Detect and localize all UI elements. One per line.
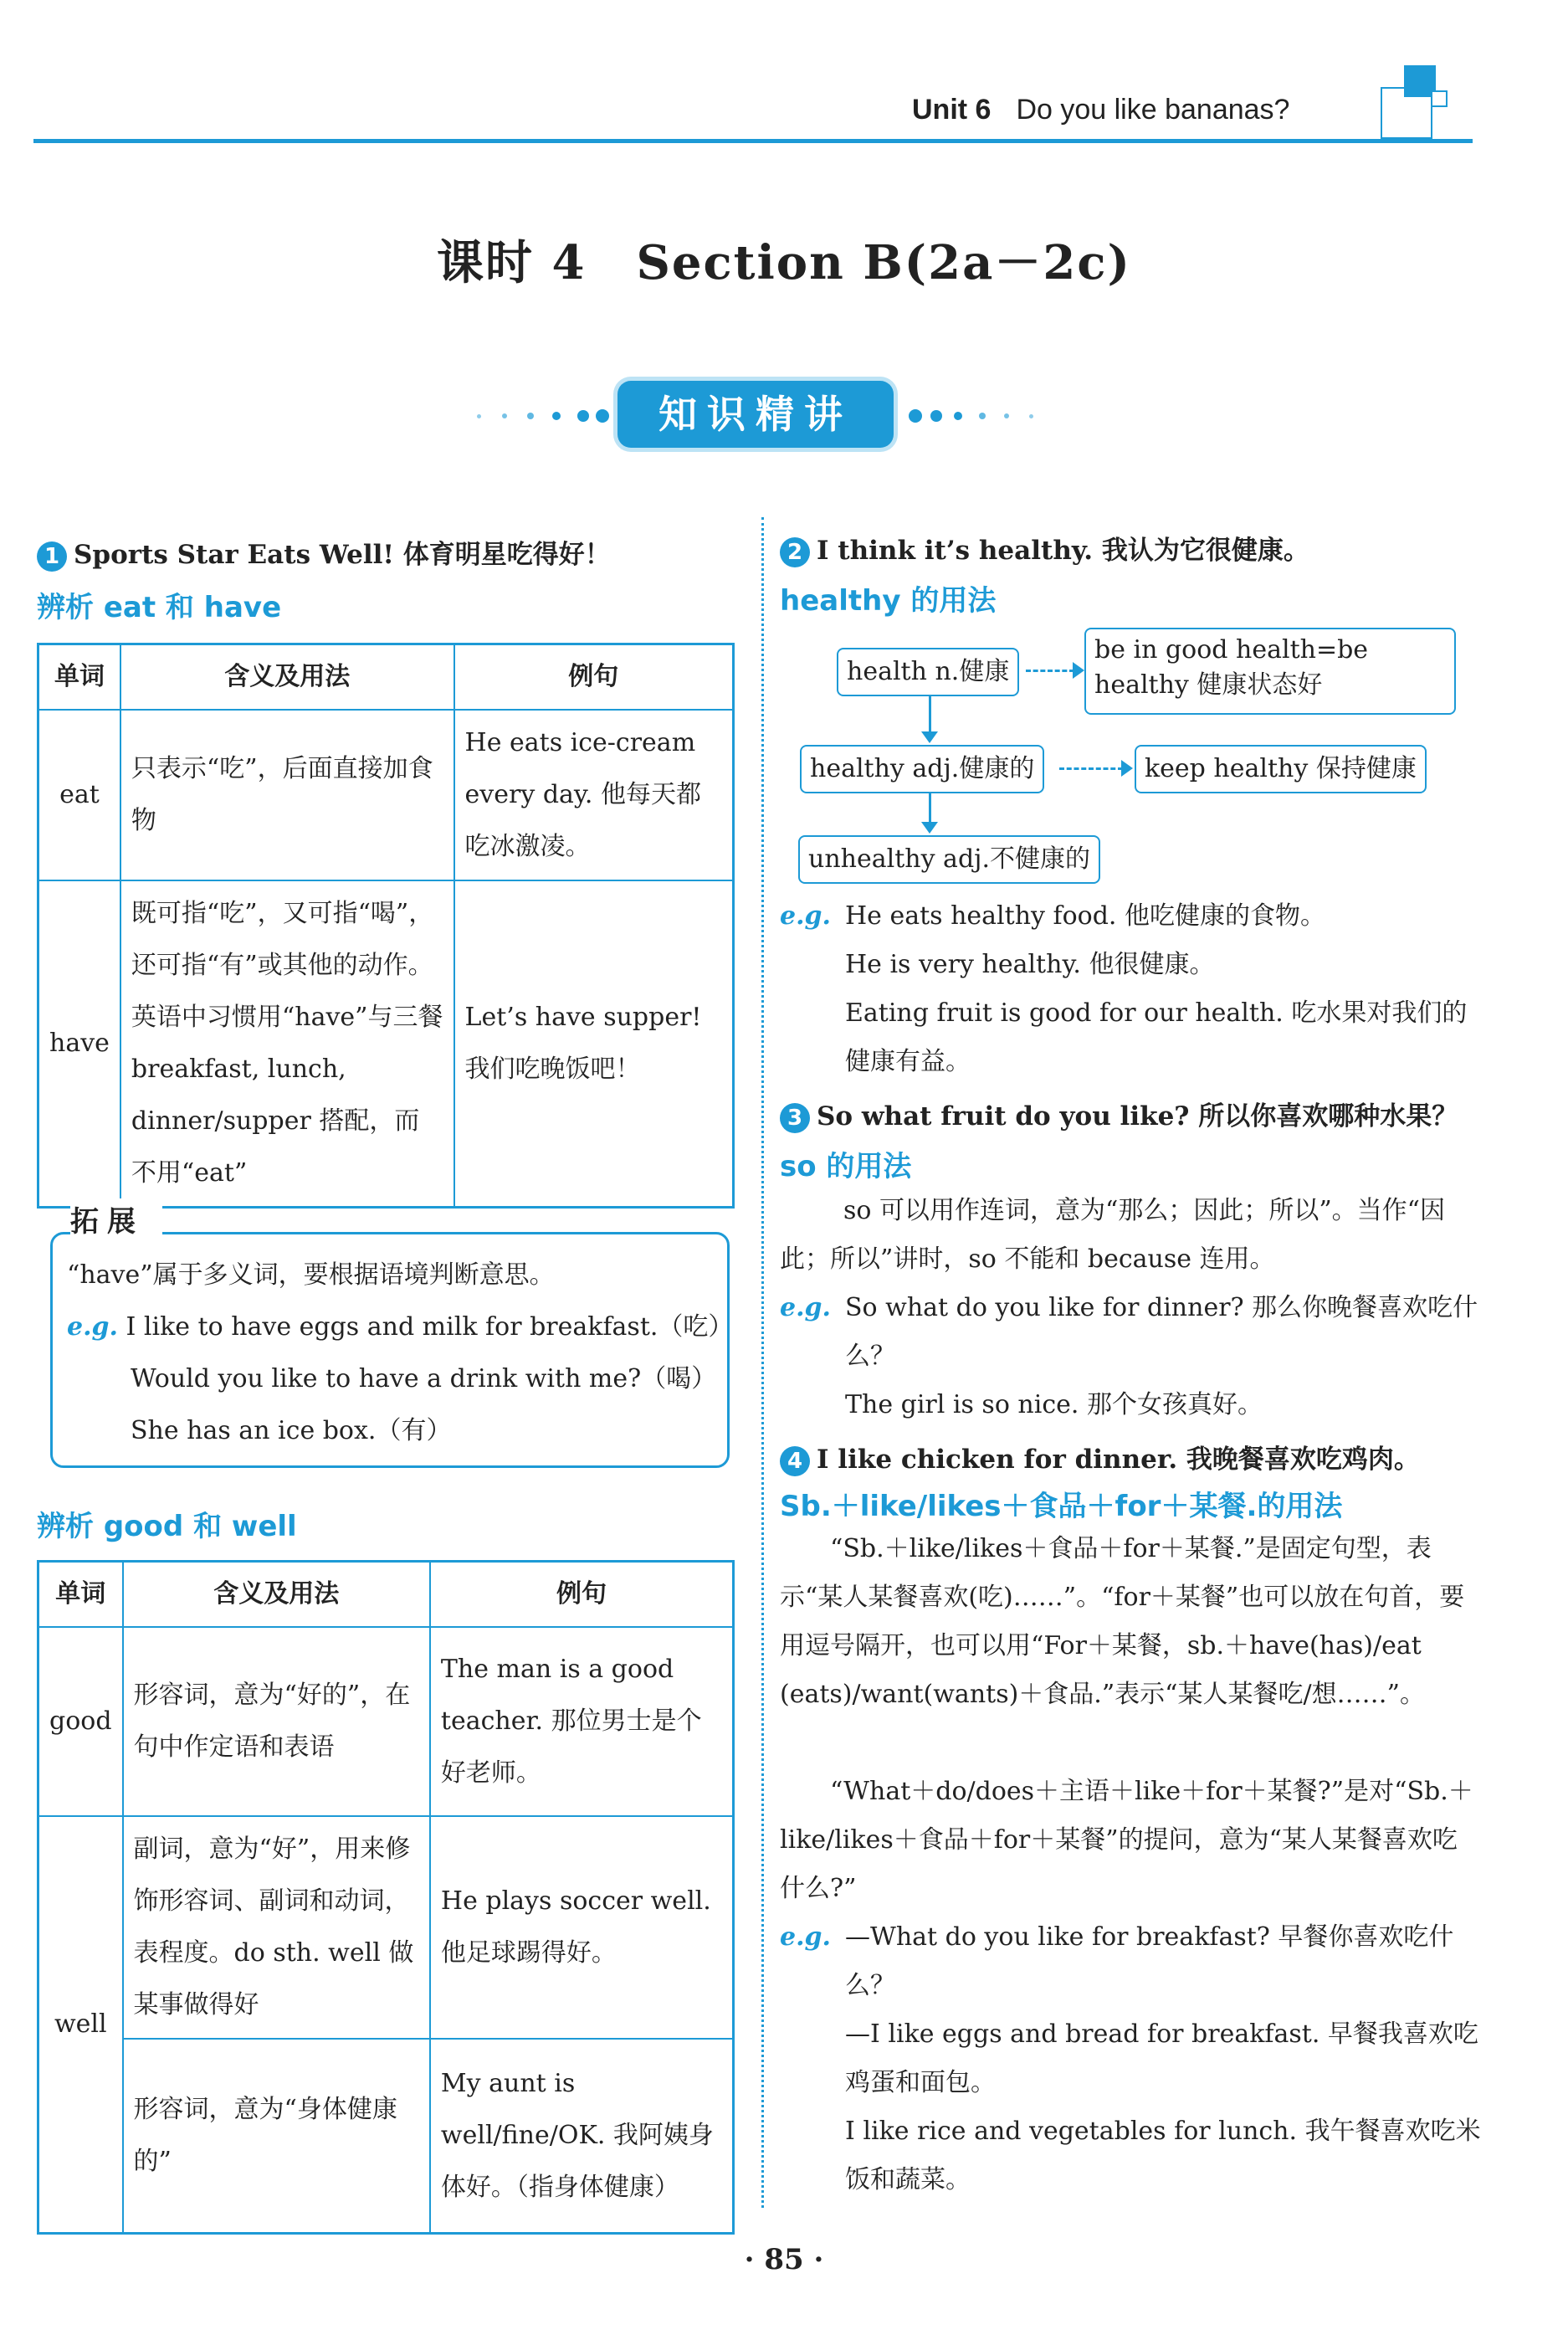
point1-number: 1 bbox=[37, 541, 67, 572]
point4-explanation: “Sb.＋like/likes＋食品＋for＋某餐.”是固定句型，表示“某人某餐喜欢(吃)……”。“for＋某餐”也可以放在句首，要用逗号隔开，也可以用“For＋某餐，sb.＋have(has)/eat (eats)/want(wants)＋食品.”表示“某人某餐吃/想……”。 bbox=[780, 1534, 1465, 1709]
point3-subheading: so 的用法 bbox=[780, 1150, 912, 1183]
table-cell-example: He eats ice-cream every day. 他每天都吃冰激凌。 bbox=[454, 710, 734, 880]
eg-label bbox=[780, 1284, 831, 1332]
arrowhead-icon bbox=[921, 822, 938, 834]
table-row bbox=[38, 2039, 734, 2233]
table-row bbox=[38, 710, 734, 880]
point4-explanation-2: “What＋do/does＋主语＋like＋for＋某餐?”是对“Sb.＋like/likes＋食品＋for＋某餐”的提问，意为“某人某餐喜欢吃什么?” bbox=[780, 1777, 1473, 1903]
eg-label-text: e.g. bbox=[780, 901, 831, 931]
point1-subheading: 辨析 eat 和 have bbox=[37, 591, 282, 624]
table-header: 单词 bbox=[38, 1562, 123, 1628]
eg-label-text: e.g. bbox=[780, 1293, 831, 1322]
table-cell-word: eat bbox=[38, 710, 120, 880]
table-header: 含义及用法 bbox=[120, 644, 454, 711]
point4-heading-text: I like chicken for dinner. 我晚餐喜欢吃鸡肉。 bbox=[817, 1445, 1420, 1475]
point3-heading-text: So what fruit do you like? 所以你喜欢哪种水果？ bbox=[817, 1101, 1458, 1132]
table-header-row bbox=[38, 1562, 734, 1628]
extension-tag: 拓展 bbox=[70, 1198, 162, 1239]
point1-heading-text: Sports Star Eats Well! 体育明星吃得好！ bbox=[74, 540, 611, 570]
table-header: 例句 bbox=[454, 644, 734, 711]
example-sentence: I like rice and vegetables for lunch. 我午餐喜欢吃米饭和蔬菜。 bbox=[845, 2117, 1481, 2194]
extension-example: Would you like to have a drink with me?（喝） bbox=[131, 1364, 717, 1393]
diagram-node-good-health: be in good health=be healthy 健康状态好 bbox=[1084, 628, 1456, 715]
table-cell-example: My aunt is well/fine/OK. 我阿姨身体好。（指身体健康） bbox=[430, 2039, 734, 2233]
diagram-node-health: health n.健康 bbox=[837, 648, 1019, 696]
point2-heading-text: I think it’s healthy. 我认为它很健康。 bbox=[817, 536, 1309, 566]
point2-number: 2 bbox=[780, 537, 810, 567]
diagram-node-healthy: healthy adj.健康的 bbox=[800, 745, 1044, 793]
table-cell-example: The man is a good teacher. 那位男士是个好老师。 bbox=[430, 1627, 734, 1816]
point3-explanation: so 可以用作连词，意为“那么；因此；所以”。当作“因此；所以”讲时，so 不能和 because 连用。 bbox=[780, 1196, 1446, 1274]
table-row bbox=[38, 1627, 734, 1816]
lesson-title bbox=[0, 226, 1568, 293]
section-banner: 知识精讲 bbox=[617, 381, 894, 448]
eg-label bbox=[780, 1913, 831, 1962]
table-cell-word: good bbox=[38, 1627, 123, 1816]
eat-have-table bbox=[37, 643, 735, 1209]
extension-example: She has an ice box.（有） bbox=[131, 1416, 452, 1445]
eg-label bbox=[780, 892, 831, 941]
point3-number: 3 bbox=[780, 1103, 810, 1133]
example-sentence: The girl is so nice. 那个女孩真好。 bbox=[845, 1390, 1263, 1419]
point4-number: 4 bbox=[780, 1446, 810, 1476]
point3-heading bbox=[780, 1095, 1458, 1133]
arrowhead-icon bbox=[921, 731, 938, 743]
extension-example-text: I like to have eggs and milk for breakfast.（吃） bbox=[126, 1312, 734, 1342]
point4-subheading: Sb.＋like/likes＋食品＋for＋某餐.的用法 bbox=[780, 1490, 1343, 1523]
page-number: · 85 · bbox=[744, 2243, 824, 2276]
table-cell-word: have bbox=[38, 880, 120, 1208]
eg-label-text: e.g. bbox=[780, 1922, 831, 1952]
diagram-arrow bbox=[929, 696, 931, 735]
table-cell-usage: 形容词，意为“好的”，在句中作定语和表语 bbox=[123, 1627, 430, 1816]
unit-label: Unit 6 bbox=[912, 94, 992, 126]
point1-subheading-2: 辨析 good 和 well bbox=[37, 1510, 297, 1543]
example-sentence: —I like eggs and bread for breakfast. 早餐我喜欢吃鸡蛋和面包。 bbox=[845, 2019, 1478, 2097]
table-header: 例句 bbox=[430, 1562, 734, 1628]
extension-example bbox=[67, 1302, 733, 1352]
point4-heading bbox=[780, 1438, 1420, 1476]
diagram-arrow bbox=[1026, 670, 1074, 672]
table-cell-usage: 既可指“吃”，又可指“喝”，还可指“有”或其他的动作。英语中习惯用“have”与三餐 breakfast, lunch, dinner/supper 搭配，而不用“eat” bbox=[120, 880, 454, 1208]
diagram-node-unhealthy: unhealthy adj.不健康的 bbox=[798, 835, 1100, 884]
table-header: 单词 bbox=[38, 644, 120, 711]
example-sentence: He eats healthy food. 他吃健康的食物。 bbox=[845, 901, 1325, 931]
diagram-node-keep-healthy: keep healthy 保持健康 bbox=[1135, 745, 1427, 793]
running-header bbox=[912, 94, 1289, 126]
point1-heading bbox=[37, 533, 611, 572]
point2-heading bbox=[780, 529, 1309, 567]
arrowhead-icon bbox=[1073, 662, 1084, 679]
table-cell-example: Let’s have supper! 我们吃晚饭吧！ bbox=[454, 880, 734, 1208]
example-sentence: —What do you like for breakfast? 早餐你喜欢吃什么？ bbox=[845, 1922, 1454, 2000]
lesson-section: Section B(2a－2c) bbox=[636, 235, 1131, 290]
header-rule bbox=[33, 139, 1473, 143]
arrowhead-icon bbox=[1121, 760, 1133, 777]
lesson-number: 课时 4 bbox=[437, 235, 587, 290]
table-cell-usage: 形容词，意为“身体健康的” bbox=[123, 2039, 430, 2233]
extension-note: “have”属于多义词，要根据语境判断意思。 bbox=[67, 1260, 555, 1290]
example-sentence: Eating fruit is good for our health. 吃水果对我们的健康有益。 bbox=[845, 998, 1468, 1076]
table-cell-example: He plays soccer well. 他足球踢得好。 bbox=[430, 1816, 734, 2039]
table-row bbox=[38, 1816, 734, 2039]
table-cell-usage: 副词，意为“好”，用来修饰形容词、副词和动词，表程度。do sth. well 做某事做得好 bbox=[123, 1816, 430, 2039]
column-divider bbox=[761, 517, 764, 2208]
good-well-table bbox=[37, 1560, 735, 2235]
header-decoration-icon bbox=[1381, 79, 1448, 146]
table-cell-usage: 只表示“吃”，后面直接加食物 bbox=[120, 710, 454, 880]
eg-label: e.g. bbox=[67, 1312, 118, 1342]
table-cell-word: well bbox=[38, 1816, 123, 2233]
diagram-arrow bbox=[1059, 767, 1123, 770]
unit-title: Do you like bananas? bbox=[1016, 94, 1290, 126]
table-header-row bbox=[38, 644, 734, 711]
point2-subheading: healthy 的用法 bbox=[780, 584, 997, 618]
table-header: 含义及用法 bbox=[123, 1562, 430, 1628]
diagram-arrow bbox=[929, 793, 931, 825]
example-sentence: So what do you like for dinner? 那么你晚餐喜欢吃什么？ bbox=[845, 1293, 1478, 1371]
table-row bbox=[38, 880, 734, 1208]
example-sentence: He is very healthy. 他很健康。 bbox=[845, 950, 1215, 979]
